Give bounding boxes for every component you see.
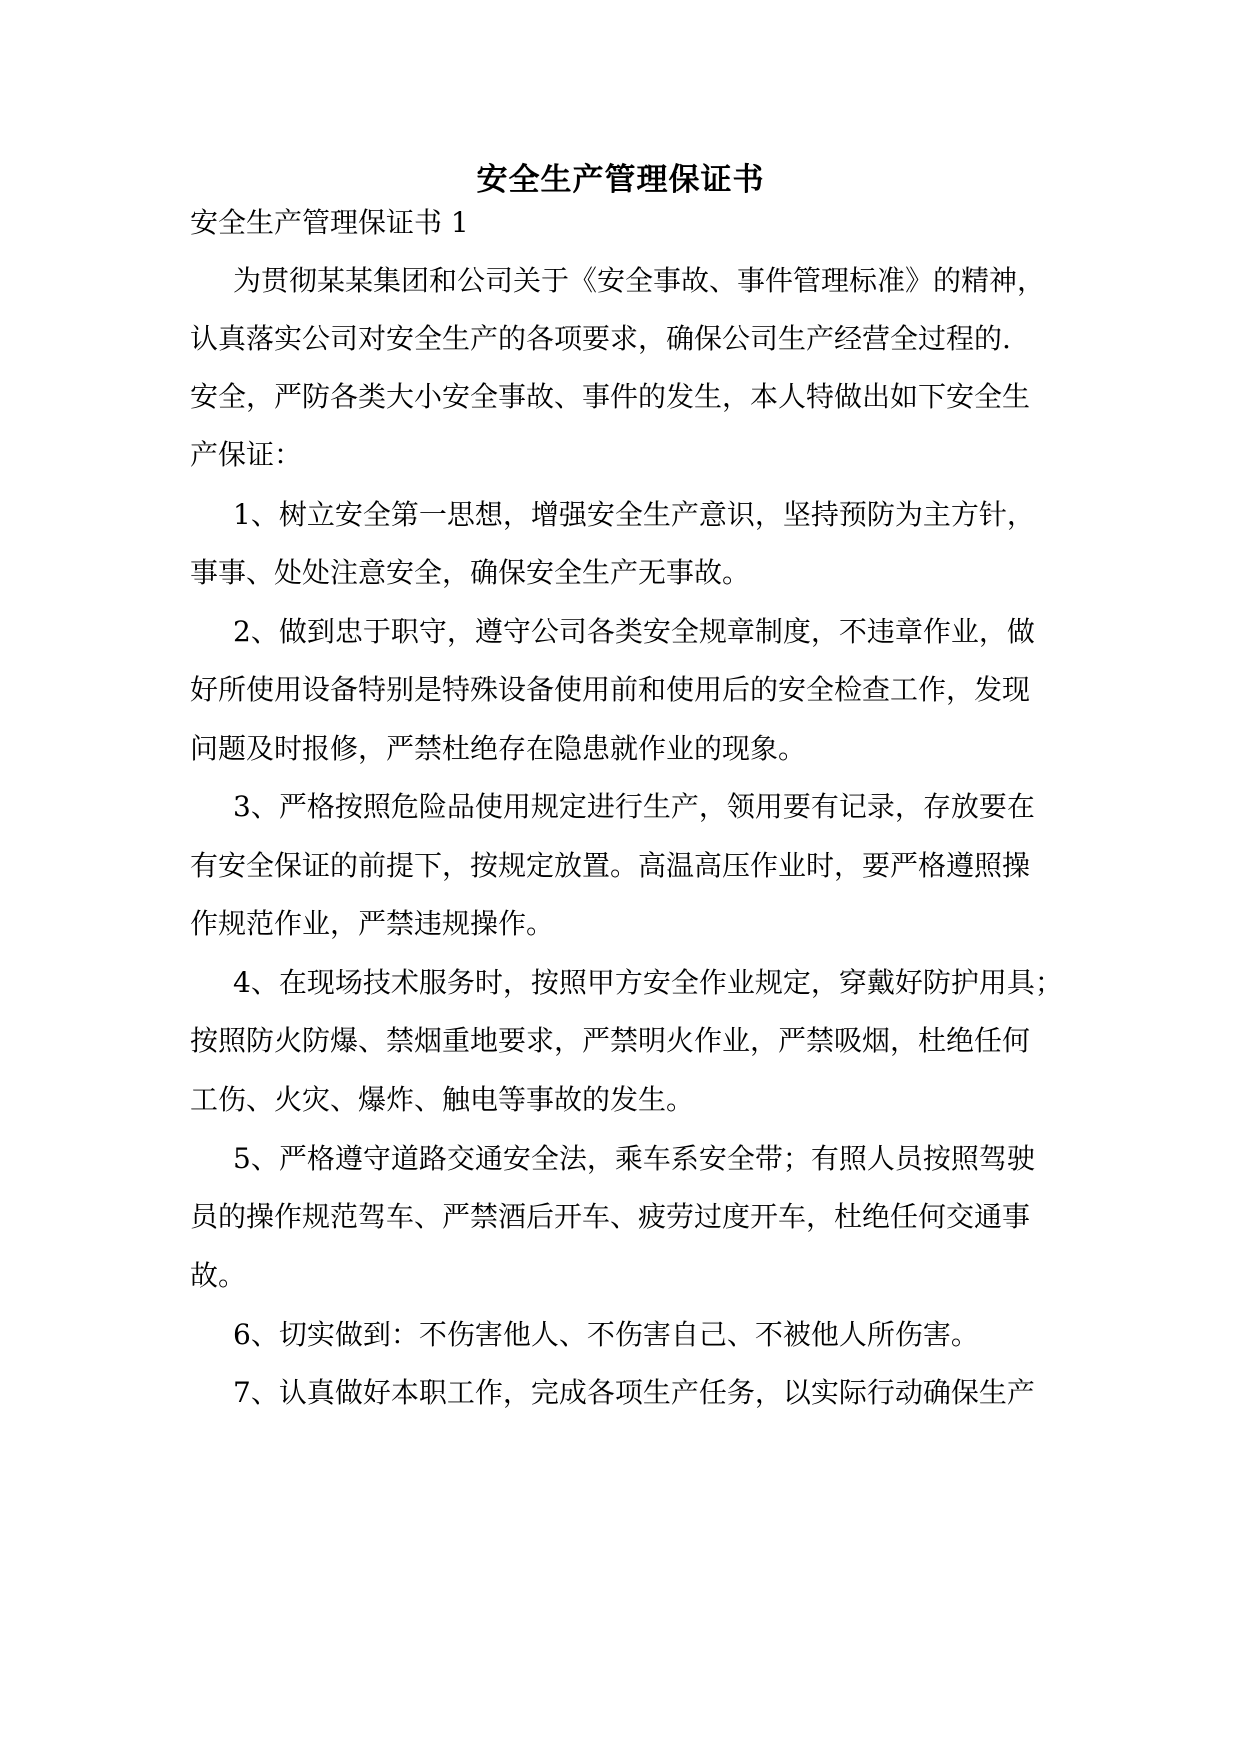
text-line: 作规范作业，严禁违规操作。: [190, 907, 555, 940]
text-line: 故。: [190, 1259, 247, 1292]
text-line: 有安全保证的前提下，按规定放置。高温高压作业时，要严格遵照操: [190, 849, 1031, 882]
text-line: 6、切实做到：不伤害他人、不伤害自己、不被他人所伤害。: [233, 1318, 979, 1351]
text-line: 认真落实公司对安全生产的各项要求，确保公司生产经营全过程的.: [190, 322, 1011, 355]
text-line: 2、做到忠于职守，遵守公司各类安全规章制度，不违章作业，做: [233, 615, 1035, 648]
text-line: 工伤、火灾、爆炸、触电等事故的发生。: [190, 1083, 695, 1116]
text-line: 问题及时报修，严禁杜绝存在隐患就作业的现象。: [190, 732, 807, 765]
text-line: 事事、处处注意安全，确保安全生产无事故。: [190, 556, 751, 589]
text-line: 7、认真做好本职工作，完成各项生产任务，以实际行动确保生产: [233, 1376, 1035, 1409]
text-line: 员的操作规范驾车、严禁酒后开车、疲劳过度开车，杜绝任何交通事: [190, 1200, 1031, 1233]
text-line: 产保证：: [190, 438, 303, 471]
text-line: 安全，严防各类大小安全事故、事件的发生，本人特做出如下安全生: [190, 380, 1031, 413]
text-line: 4、在现场技术服务时，按照甲方安全作业规定，穿戴好防护用具；: [233, 966, 1063, 999]
document-title: 安全生产管理保证书: [476, 162, 765, 198]
text-line: 好所使用设备特别是特殊设备使用前和使用后的安全检查工作，发现: [190, 673, 1031, 706]
text-line: 为贯彻某某集团和公司关于《安全事故、事件管理标准》的精神，: [233, 264, 1046, 297]
subtitle-line: 安全生产管理保证书 1: [190, 206, 469, 239]
text-line: 3、严格按照危险品使用规定进行生产，领用要有记录，存放要在: [233, 790, 1035, 823]
text-line: 1、树立安全第一思想，增强安全生产意识，坚持预防为主方针，: [233, 498, 1035, 531]
text-line: 按照防火防爆、禁烟重地要求，严禁明火作业，严禁吸烟，杜绝任何: [190, 1024, 1031, 1057]
text-line: 5、严格遵守道路交通安全法，乘车系安全带；有照人员按照驾驶: [233, 1142, 1035, 1175]
